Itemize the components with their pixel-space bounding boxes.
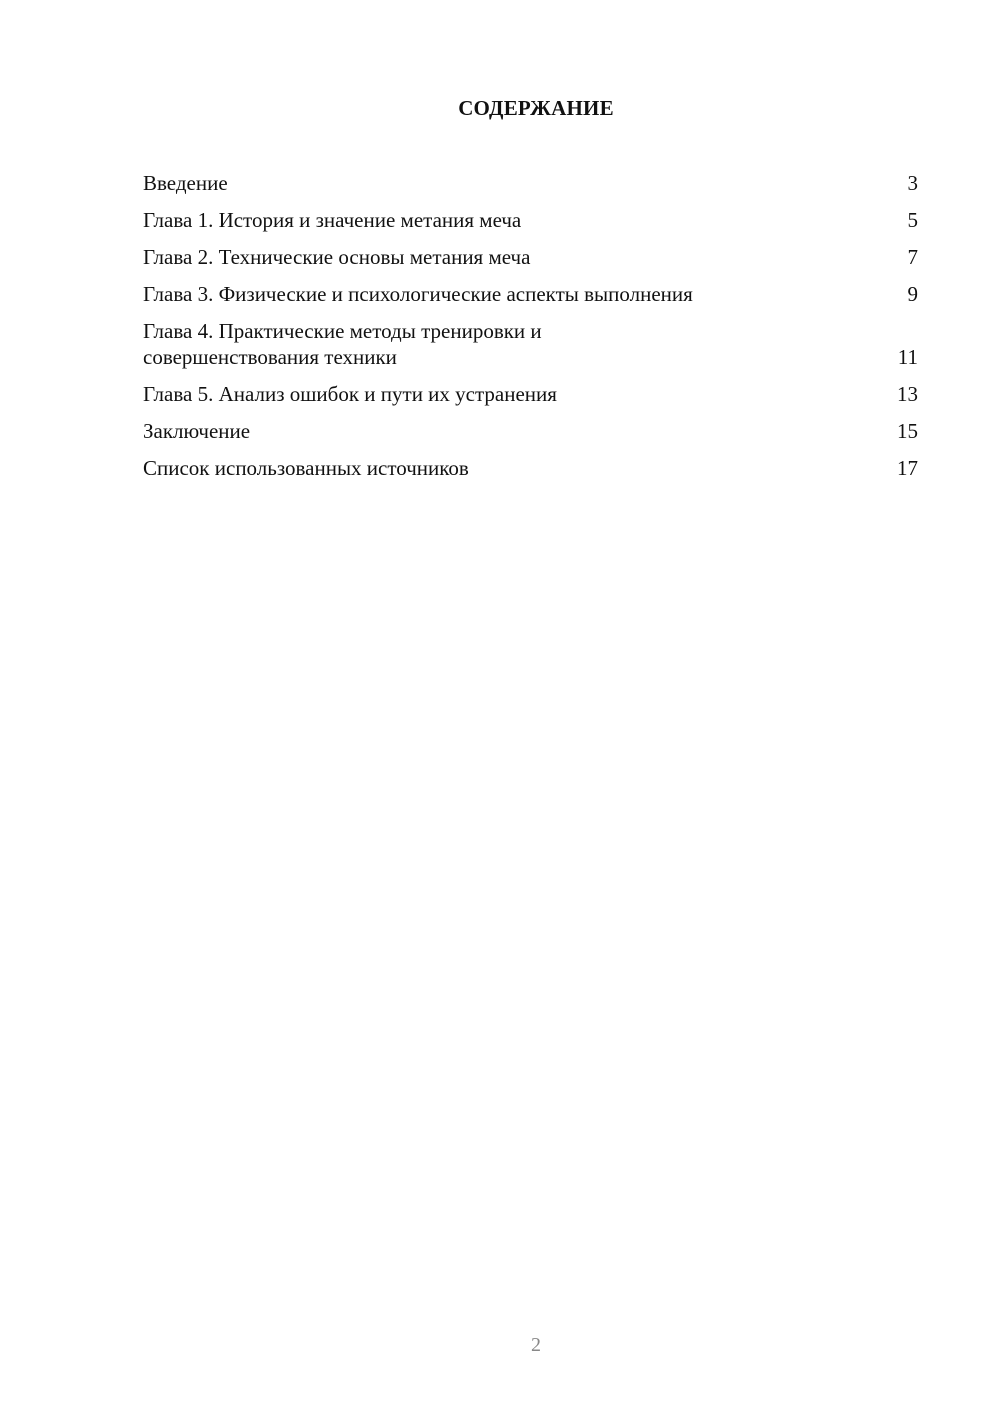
- toc-entry[interactable]: [143, 318, 918, 370]
- toc-entry-page: 9: [907, 282, 918, 306]
- toc-entry-page: 11: [897, 345, 918, 369]
- toc-entry-title: Список использованных источников: [143, 456, 469, 480]
- toc-entry-page: 3: [907, 171, 918, 195]
- toc-entry-page: 15: [897, 419, 918, 443]
- toc-entry[interactable]: [143, 244, 918, 270]
- page-number: 2: [531, 1334, 541, 1356]
- toc-entry-title: Глава 1. История и значение метания меча: [143, 208, 522, 232]
- toc-entry-title: Введение: [143, 171, 228, 195]
- toc-entry[interactable]: [143, 170, 918, 196]
- toc-entry[interactable]: [143, 207, 918, 233]
- toc-entry-title: Глава 4. Практические методы тренировки и совершенствования техники: [143, 319, 542, 369]
- toc-entry[interactable]: [143, 381, 918, 407]
- toc-entry[interactable]: [143, 418, 918, 444]
- toc-entry-page: 13: [897, 382, 918, 406]
- page-title: СОДЕРЖАНИЕ: [458, 96, 614, 120]
- toc-entry-page: 5: [907, 208, 918, 232]
- toc-entry-title: Глава 2. Технические основы метания меча: [143, 245, 531, 269]
- toc-entry-title: Заключение: [143, 419, 251, 443]
- toc-entry-page: 17: [897, 456, 918, 480]
- toc-entry[interactable]: [143, 281, 918, 307]
- table-of-contents: [143, 170, 918, 492]
- toc-entry[interactable]: [143, 455, 918, 481]
- toc-entry-title: Глава 5. Анализ ошибок и пути их устранения: [143, 382, 557, 406]
- toc-entry-title: Глава 3. Физические и психологические аспекты выполнения: [143, 282, 693, 306]
- toc-entry-page: 7: [907, 245, 918, 269]
